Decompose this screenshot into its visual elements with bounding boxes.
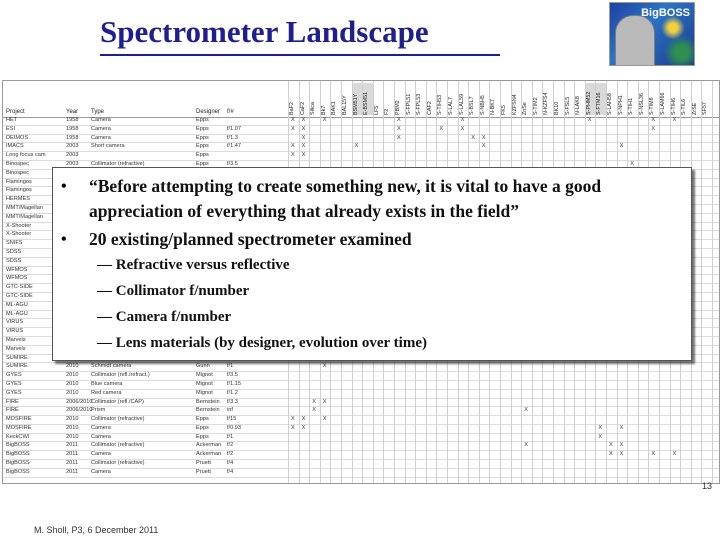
material-mark: X — [291, 416, 295, 423]
material-header: S-FTM16 — [596, 83, 606, 115]
material-mark: X — [651, 117, 656, 123]
header-designer: Designer — [196, 109, 221, 115]
table-cell: IMACS — [6, 143, 24, 150]
subbullet-camera: — Camera f/number — [97, 309, 232, 325]
table-row — [3, 390, 719, 399]
material-mark: X — [460, 125, 465, 132]
table-cell: Bernstein — [196, 398, 220, 405]
material-mark: X — [301, 416, 306, 423]
table-cell: 2006/2010 — [66, 407, 93, 414]
table-cell: f/3.5 — [227, 160, 238, 167]
table-cell: Schmidt camera — [91, 363, 132, 370]
material-mark: X — [609, 442, 613, 449]
bullet-dot: • — [61, 178, 67, 195]
table-cell: f/3.3 — [227, 398, 238, 405]
table-cell: Mignot — [196, 389, 213, 396]
material-mark: X — [672, 451, 677, 458]
material-header: PBM2 — [395, 100, 401, 115]
subbullet-collimator: — Collimator f/number — [97, 283, 250, 299]
material-mark: X — [354, 143, 359, 150]
table-row — [3, 407, 719, 416]
table-cell: Mignot — [196, 380, 213, 387]
material-mark: X — [460, 117, 465, 123]
table-cell: 2006/2010 — [66, 398, 93, 405]
material-header: SF57 — [702, 102, 709, 115]
bullet-dot: • — [61, 231, 67, 248]
material-mark: X — [397, 125, 401, 132]
table-cell: f/1.2 — [227, 389, 238, 396]
table-cell: HERMES — [6, 196, 30, 203]
table-cell: Camera — [91, 468, 111, 475]
table-cell: f/1.07 — [227, 125, 241, 132]
material-header: S-TIH6 — [670, 97, 677, 115]
material-mark: X — [619, 424, 624, 431]
material-mark: X — [524, 442, 528, 449]
table-cell: Mignot — [196, 372, 213, 379]
table-cell: Red camera — [91, 389, 122, 396]
material-mark: X — [609, 451, 613, 458]
subbullet-lens: — Lens materials (by designer, evolution over time) — [97, 335, 427, 351]
material-mark: X — [598, 424, 603, 431]
table-cell: 2010 — [66, 416, 79, 423]
material-mark: X — [301, 134, 306, 141]
table-cell: BigBOSS — [6, 460, 30, 467]
material-header: BK10 — [554, 101, 560, 115]
table-row — [3, 460, 719, 469]
table-row — [3, 143, 719, 152]
table-cell: Collimator (refractive) — [91, 442, 145, 449]
material-header: N-BK7 — [490, 99, 497, 115]
material-header: S-LAM66 — [660, 92, 666, 115]
table-cell: Collimator (refractive) — [91, 416, 145, 423]
material-header: S-NSL36 — [638, 93, 645, 115]
table-cell: Marvels — [6, 336, 26, 343]
material-mark: X — [619, 143, 624, 150]
table-row — [3, 425, 719, 434]
table-cell: Epps — [196, 433, 209, 440]
material-mark: X — [291, 424, 295, 431]
table-cell: 2011 — [66, 460, 79, 467]
material-header: Bk7 — [320, 105, 327, 115]
page-number: 13 — [702, 481, 713, 491]
table-cell: f/1.47 — [227, 143, 241, 150]
material-mark: X — [312, 407, 316, 414]
table-cell: Epps — [196, 416, 209, 423]
material-mark: X — [397, 134, 401, 141]
table-cell: Epps — [196, 125, 209, 132]
table-cell: 1958 — [66, 117, 79, 123]
table-cell: 1958 — [66, 125, 79, 132]
header-year: Year — [66, 109, 79, 115]
material-header: BaF2 — [289, 102, 295, 115]
material-header: S-NPH1 — [617, 95, 624, 115]
material-header: S-PHM52 — [586, 83, 596, 115]
material-mark: X — [291, 143, 295, 150]
bigboss-logo — [609, 2, 695, 66]
table-cell: Binospec — [6, 169, 30, 176]
table-cell: Collimator (refl./refract.) — [91, 372, 150, 379]
table-cell: SUMIRE — [6, 363, 28, 370]
bullet-examined: 20 existing/planned spectrometer examined — [89, 229, 412, 249]
material-mark: X — [322, 398, 327, 405]
material-mark: X — [619, 451, 624, 458]
table-cell: 2010 — [66, 389, 79, 396]
table-cell: BigBOSS — [6, 442, 30, 449]
table-cell: 2011 — [66, 442, 79, 449]
table-row — [3, 363, 719, 372]
slide-title: Spectrometer Landscape — [100, 14, 429, 49]
material-mark: X — [301, 424, 306, 431]
table-cell: SDSS — [6, 248, 22, 255]
table-row — [3, 416, 719, 425]
table-cell: Camera — [91, 117, 111, 123]
material-header: N-LAK8 — [575, 96, 582, 115]
material-mark: X — [439, 125, 444, 132]
table-cell: Pruett — [196, 460, 211, 467]
table-header — [3, 81, 719, 118]
table-cell: Epps — [196, 143, 209, 150]
table-cell: Collimator (refl./CAP) — [91, 398, 144, 405]
telescope-dome-icon — [615, 15, 655, 66]
table-cell: SDSS — [6, 257, 22, 264]
table-cell: Epps — [196, 160, 209, 167]
material-header: F2 — [384, 108, 391, 115]
table-row — [3, 451, 719, 460]
table-cell: f/1.3 — [227, 134, 238, 141]
title-underline — [100, 54, 500, 56]
table-row — [3, 152, 719, 161]
table-cell: BigBOSS — [6, 468, 30, 475]
material-header: ZnSe — [522, 102, 529, 115]
material-header: S-LAL59 — [458, 94, 465, 115]
table-cell: Epps — [196, 152, 209, 159]
table-cell: Camera — [91, 134, 111, 141]
table-cell: WFMOS — [6, 266, 28, 273]
table-cell: Camera — [91, 125, 111, 132]
material-mark: X — [291, 152, 295, 159]
material-mark: X — [322, 363, 327, 370]
header-fnum: f/# — [227, 109, 234, 115]
material-header: N-KZFS4 — [543, 92, 550, 115]
table-row — [3, 117, 719, 126]
table-cell: 2003 — [66, 152, 79, 159]
material-mark: X — [301, 152, 306, 159]
table-cell: Short camera — [91, 143, 125, 150]
material-mark: X — [301, 125, 306, 132]
table-cell: 1958 — [66, 134, 79, 141]
table-cell: Ackerman — [196, 451, 222, 458]
table-row — [3, 126, 719, 135]
material-header: S-LAL7 — [448, 97, 454, 115]
table-cell: Epps — [196, 424, 209, 431]
table-cell: SNIFS — [6, 240, 23, 247]
table-cell: f/0.93 — [227, 424, 241, 431]
table-cell: Ackerman — [196, 442, 222, 449]
table-cell: X-Shooter — [6, 222, 32, 229]
table-cell: f/1 — [227, 433, 234, 440]
table-cell: GYES — [6, 372, 22, 379]
table-cell: Camera — [91, 451, 111, 458]
material-mark: X — [651, 125, 656, 132]
material-mark: X — [481, 143, 486, 150]
material-header: KZFSN4 — [511, 94, 518, 115]
material-mark: X — [322, 416, 327, 423]
table-cell: Flamingos — [6, 178, 32, 185]
table-cell: VIRUS — [6, 328, 24, 335]
material-header: LF5 — [373, 105, 380, 115]
table-cell: Epps — [196, 134, 209, 141]
quote-box — [52, 167, 692, 361]
header-type: Type — [91, 109, 105, 115]
table-cell: 2011 — [66, 468, 79, 475]
table-cell: 2010 — [66, 424, 79, 431]
table-cell: f/3.5 — [227, 372, 238, 379]
table-cell: MOSFIRE — [6, 424, 32, 431]
table-cell: f/4 — [227, 460, 234, 467]
material-header: S-TIM2 — [532, 97, 539, 115]
material-header: ZrSE — [691, 102, 698, 115]
material-header: BAK1 — [331, 101, 338, 115]
material-header: BAL15Y — [342, 95, 348, 115]
table-cell: f/1.15 — [227, 380, 241, 387]
material-header: BSM51Y — [353, 83, 363, 115]
material-mark: X — [587, 117, 592, 123]
material-mark: X — [524, 407, 528, 414]
table-cell: MOSFIRE — [6, 416, 32, 423]
table-cell: ML-AGU — [6, 310, 28, 317]
table-cell: Collimator (refractive) — [91, 160, 145, 167]
material-mark: X — [291, 117, 295, 123]
material-mark: X — [291, 125, 295, 132]
table-cell: f/15 — [227, 416, 237, 423]
table-cell: ML-AGU — [6, 301, 28, 308]
table-cell: 2011 — [66, 451, 79, 458]
table-cell: Prism — [91, 407, 106, 414]
table-row — [3, 381, 719, 390]
material-header: S-FSL5 — [564, 96, 571, 115]
table-cell: Collimator (refractive) — [91, 460, 145, 467]
table-cell: 2010 — [66, 372, 79, 379]
table-cell: Marvels — [6, 345, 26, 352]
table-cell: X-Shooter — [6, 231, 32, 238]
logo-text: BigBOSS — [641, 7, 690, 19]
table-cell: GYES — [6, 389, 22, 396]
material-header: S-TIM8 — [649, 97, 656, 115]
table-cell: Bernstein — [196, 407, 220, 414]
table-cell: 2003 — [66, 160, 79, 167]
table-cell: GYES — [6, 380, 22, 387]
table-cell: HET — [6, 117, 18, 123]
material-header: S-BSL7 — [469, 96, 476, 115]
material-mark: X — [619, 442, 624, 449]
table-cell: Epps — [196, 117, 209, 123]
table-cell: f/2 — [227, 451, 234, 458]
table-row — [3, 135, 719, 144]
table-cell: BigBOSS — [6, 451, 30, 458]
table-row — [3, 399, 719, 408]
table-cell: DEIMOS — [6, 134, 29, 141]
material-header: S-TIL6 — [681, 98, 688, 115]
table-cell: Camera — [91, 433, 111, 440]
material-mark: X — [481, 134, 486, 141]
material-header: S-NBH5 — [479, 95, 486, 115]
table-cell: MMT/Magellan — [6, 204, 43, 211]
material-mark: X — [651, 451, 656, 458]
subbullet-refractive: — Refractive versus reflective — [97, 257, 290, 273]
material-header: S-TIH53 — [437, 94, 444, 115]
material-mark: X — [397, 117, 401, 123]
table-cell: Blue camera — [91, 380, 123, 387]
material-mark: X — [598, 433, 603, 440]
table-cell: Pruett — [196, 468, 211, 475]
material-header: E-BSM51 — [363, 83, 373, 115]
table-cell: 2010 — [66, 380, 79, 387]
table-cell: 2010 — [66, 433, 79, 440]
material-mark: X — [672, 117, 677, 123]
table-cell: GTC-SIDE — [6, 284, 33, 291]
table-cell: WFMOS — [6, 275, 28, 282]
table-cell: KeckCWI — [6, 433, 30, 440]
material-mark: X — [630, 160, 634, 167]
table-cell: f/2 — [227, 442, 234, 449]
table-cell: 2010 — [66, 363, 79, 370]
quote-line-1: “Before attempting to create something new, it is vital to have a good — [89, 176, 602, 196]
table-cell: FIRE — [6, 398, 19, 405]
material-header: S-FPL51 — [405, 93, 412, 115]
material-header: S-TIH1 — [628, 97, 635, 115]
table-cell: FIRE — [6, 407, 19, 414]
material-mark: X — [312, 398, 316, 405]
table-cell: Gunn — [196, 363, 210, 370]
material-mark: X — [301, 117, 306, 123]
material-mark: X — [322, 117, 327, 123]
material-mark: X — [471, 134, 475, 141]
material-header: FK5 — [501, 105, 507, 115]
material-header: S-FPL53 — [416, 93, 423, 115]
table-row — [3, 434, 719, 443]
table-cell: MMT/Magellan — [6, 213, 43, 220]
quote-line-2: appreciation of everything that already exists in the field” — [89, 201, 520, 221]
material-mark: X — [301, 143, 306, 150]
material-header: Silica — [310, 102, 317, 115]
table-cell: SUMIRE — [6, 354, 28, 361]
header-project: Project — [6, 109, 25, 115]
table-cell: ESI — [6, 125, 16, 132]
table-cell: GTC-SIDE — [6, 292, 33, 299]
material-header: S-LAH58 — [607, 93, 613, 115]
table-cell: Flamingos — [6, 187, 32, 194]
table-row — [3, 442, 719, 451]
footer-text: M. Sholl, P3, 6 December 2011 — [34, 525, 159, 535]
table-cell: VIRUS — [6, 319, 24, 326]
table-cell: inf — [227, 407, 233, 414]
table-cell: Binospec — [6, 160, 30, 167]
table-cell: 2003 — [66, 143, 79, 150]
table-cell: f/4 — [227, 468, 234, 475]
table-cell: f/1 — [227, 363, 234, 370]
material-header: CaF2 — [299, 101, 306, 115]
table-row — [3, 372, 719, 381]
grid-line — [701, 81, 702, 483]
table-cell: Camera — [91, 424, 111, 431]
material-header: CAF2 — [426, 101, 433, 115]
table-row — [3, 469, 719, 478]
grid-line — [712, 81, 713, 483]
table-cell: Long focus cam — [6, 152, 46, 159]
